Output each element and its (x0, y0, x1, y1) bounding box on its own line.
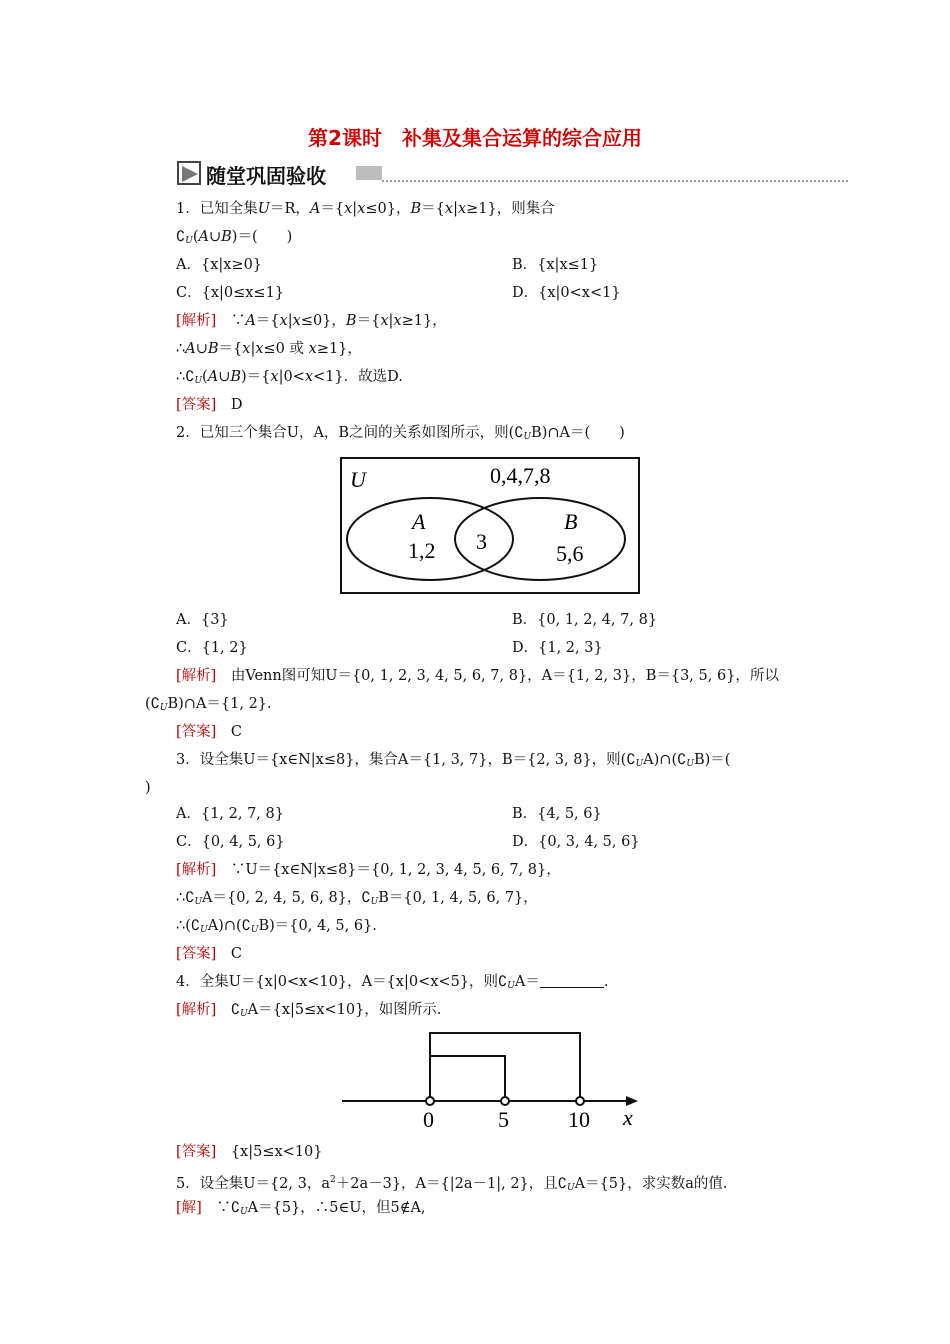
q2-jiexi-2: $(∁_UB)\cap A=\{1$, 2}. (145, 696, 272, 713)
axis-variable: x (623, 1105, 633, 1130)
q3-jiexi-3: $\therefore(∁_UA)\cap(∁_UB)=\{0$, 4, 5, 6}. (176, 918, 377, 935)
q1-option-b: B．{x|x≤1} (512, 257, 599, 273)
q5-solution: [解] $\because∁_UA=\{5\}$，∴5∈U，但5∉A, (176, 1200, 426, 1217)
q1-stem: 1．已知全集U＝R，A＝{x|x≤0}，B＝{x|x≥1}，则集合 (176, 201, 555, 217)
q2-option-a: A．{3} (176, 612, 229, 628)
closed-point-5 (501, 1097, 509, 1105)
section-title: 随堂巩固验收 (206, 164, 326, 188)
q3-jiexi-2: $\therefore∁_UA=\{0$, 2, 4, 5, 6, 8}，$∁_UB=\{0$, 1, 4, 5, 6, 7}， (176, 890, 538, 907)
number-line-diagram (340, 1028, 640, 1134)
open-point-0 (426, 1097, 434, 1105)
banner-arrow-icon (176, 160, 204, 188)
jiexi-tag: [解析] (176, 862, 217, 878)
q1-answer: [答案] D (176, 397, 243, 413)
answer-blank (540, 973, 604, 988)
set-a-bracket (430, 1056, 505, 1101)
q3-stem-end: ) (145, 780, 151, 796)
venn-b-only-values: 5,6 (556, 541, 584, 566)
q1-jiexi-1: [解析] ∵A＝{x|x≤0}，B＝{x|x≥1}， (176, 313, 447, 329)
jiexi-tag: [解析] (176, 313, 217, 329)
q4-jiexi: [解析] $∁_UA=\{x|5\le x<10\}$，如图所示. (176, 1002, 442, 1019)
q3-option-a: A．{1, 2, 7, 8} (176, 806, 284, 822)
q3-jiexi-1: [解析] ∵U＝{x∈N|x≤8}＝{0, 1, 2, 3, 4, 5, 6, 7, 8}， (176, 862, 561, 878)
q3-answer: [答案] C (176, 946, 242, 962)
section-banner (176, 158, 850, 188)
banner-gray-bar (356, 166, 382, 180)
q3-option-c: C．{0, 4, 5, 6} (176, 834, 285, 850)
q2-answer: [答案] C (176, 724, 242, 740)
tick-label-0: 0 (423, 1107, 434, 1132)
solution-tag: [解] (176, 1200, 202, 1216)
jiexi-tag: [解析] (176, 668, 217, 684)
q2-option-b: B．{0, 1, 2, 4, 7, 8} (512, 612, 658, 628)
venn-label-b: B (564, 509, 578, 534)
answer-tag: [答案] (176, 1144, 217, 1160)
q2-option-c: C．{1, 2} (176, 640, 248, 656)
venn-outside-values: 0,4,7,8 (490, 463, 551, 488)
q3-stem: 3．设全集U＝{x∈N|x≤8}，集合A＝{1, 3, 7}，B＝{2, 3, 8}，则$(∁_UA)\cap(∁_UB)=$( (176, 752, 731, 769)
tick-label-5: 5 (498, 1107, 509, 1132)
banner-divider (382, 180, 848, 182)
q4-stem: 4．全集U＝{x|0<x<10}，A＝{x|0<x<5}，则$∁_UA=$ . (176, 974, 609, 991)
q1-jiexi-2: ∴A∪B＝{x|x≤0 或 x≥1}， (176, 341, 362, 357)
q1-option-c: C．{x|0≤x≤1} (176, 285, 285, 301)
q2-option-d: D．{1, 2, 3} (512, 640, 603, 656)
q1-option-d: D．{x|0<x<1} (512, 285, 621, 301)
q1-jiexi-3: $\therefore∁_U(A\cup B)=\{x|0<x<1\}$．故选D. (176, 369, 403, 386)
jiexi-tag: [解析] (176, 1002, 217, 1018)
tick-label-10: 10 (568, 1107, 590, 1132)
q2-jiexi-1: [解析] 由Venn图可知U＝{0, 1, 2, 3, 4, 5, 6, 7, 8}，A＝{1, 2, 3}，B＝{3, 5, 6}，所以 (176, 668, 779, 684)
venn-diagram (340, 457, 642, 597)
venn-a-only-values: 1,2 (408, 538, 436, 563)
venn-label-a: A (412, 509, 426, 534)
open-point-10 (576, 1097, 584, 1105)
q4-answer: [答案] {x|5≤x<10} (176, 1144, 323, 1160)
q3-option-b: B．{4, 5, 6} (512, 806, 602, 822)
venn-label-u: U (350, 467, 366, 492)
venn-intersection-value: 3 (476, 529, 487, 554)
q3-option-d: D．{0, 3, 4, 5, 6} (512, 834, 640, 850)
page-title: 第2课时 补集及集合运算的综合应用 (308, 126, 642, 150)
q1-option-a: A．{x|x≥0} (176, 257, 263, 273)
q5-stem: 5．设全集U＝{2, 3，$a^2+2a-3$}，A＝{|2a－1|, 2}，且$∁_UA=\{5\}$，求实数a的值. (176, 1175, 728, 1193)
q2-stem: 2．已知三个集合U，A，B之间的关系如图所示，则$(∁_UB)\cap A=$( ) (176, 425, 625, 442)
q1-stem-2: $∁_U(A\cup B)=$( ) (176, 229, 293, 246)
answer-tag: [答案] (176, 397, 217, 413)
answer-tag: [答案] (176, 724, 217, 740)
answer-tag: [答案] (176, 946, 217, 962)
